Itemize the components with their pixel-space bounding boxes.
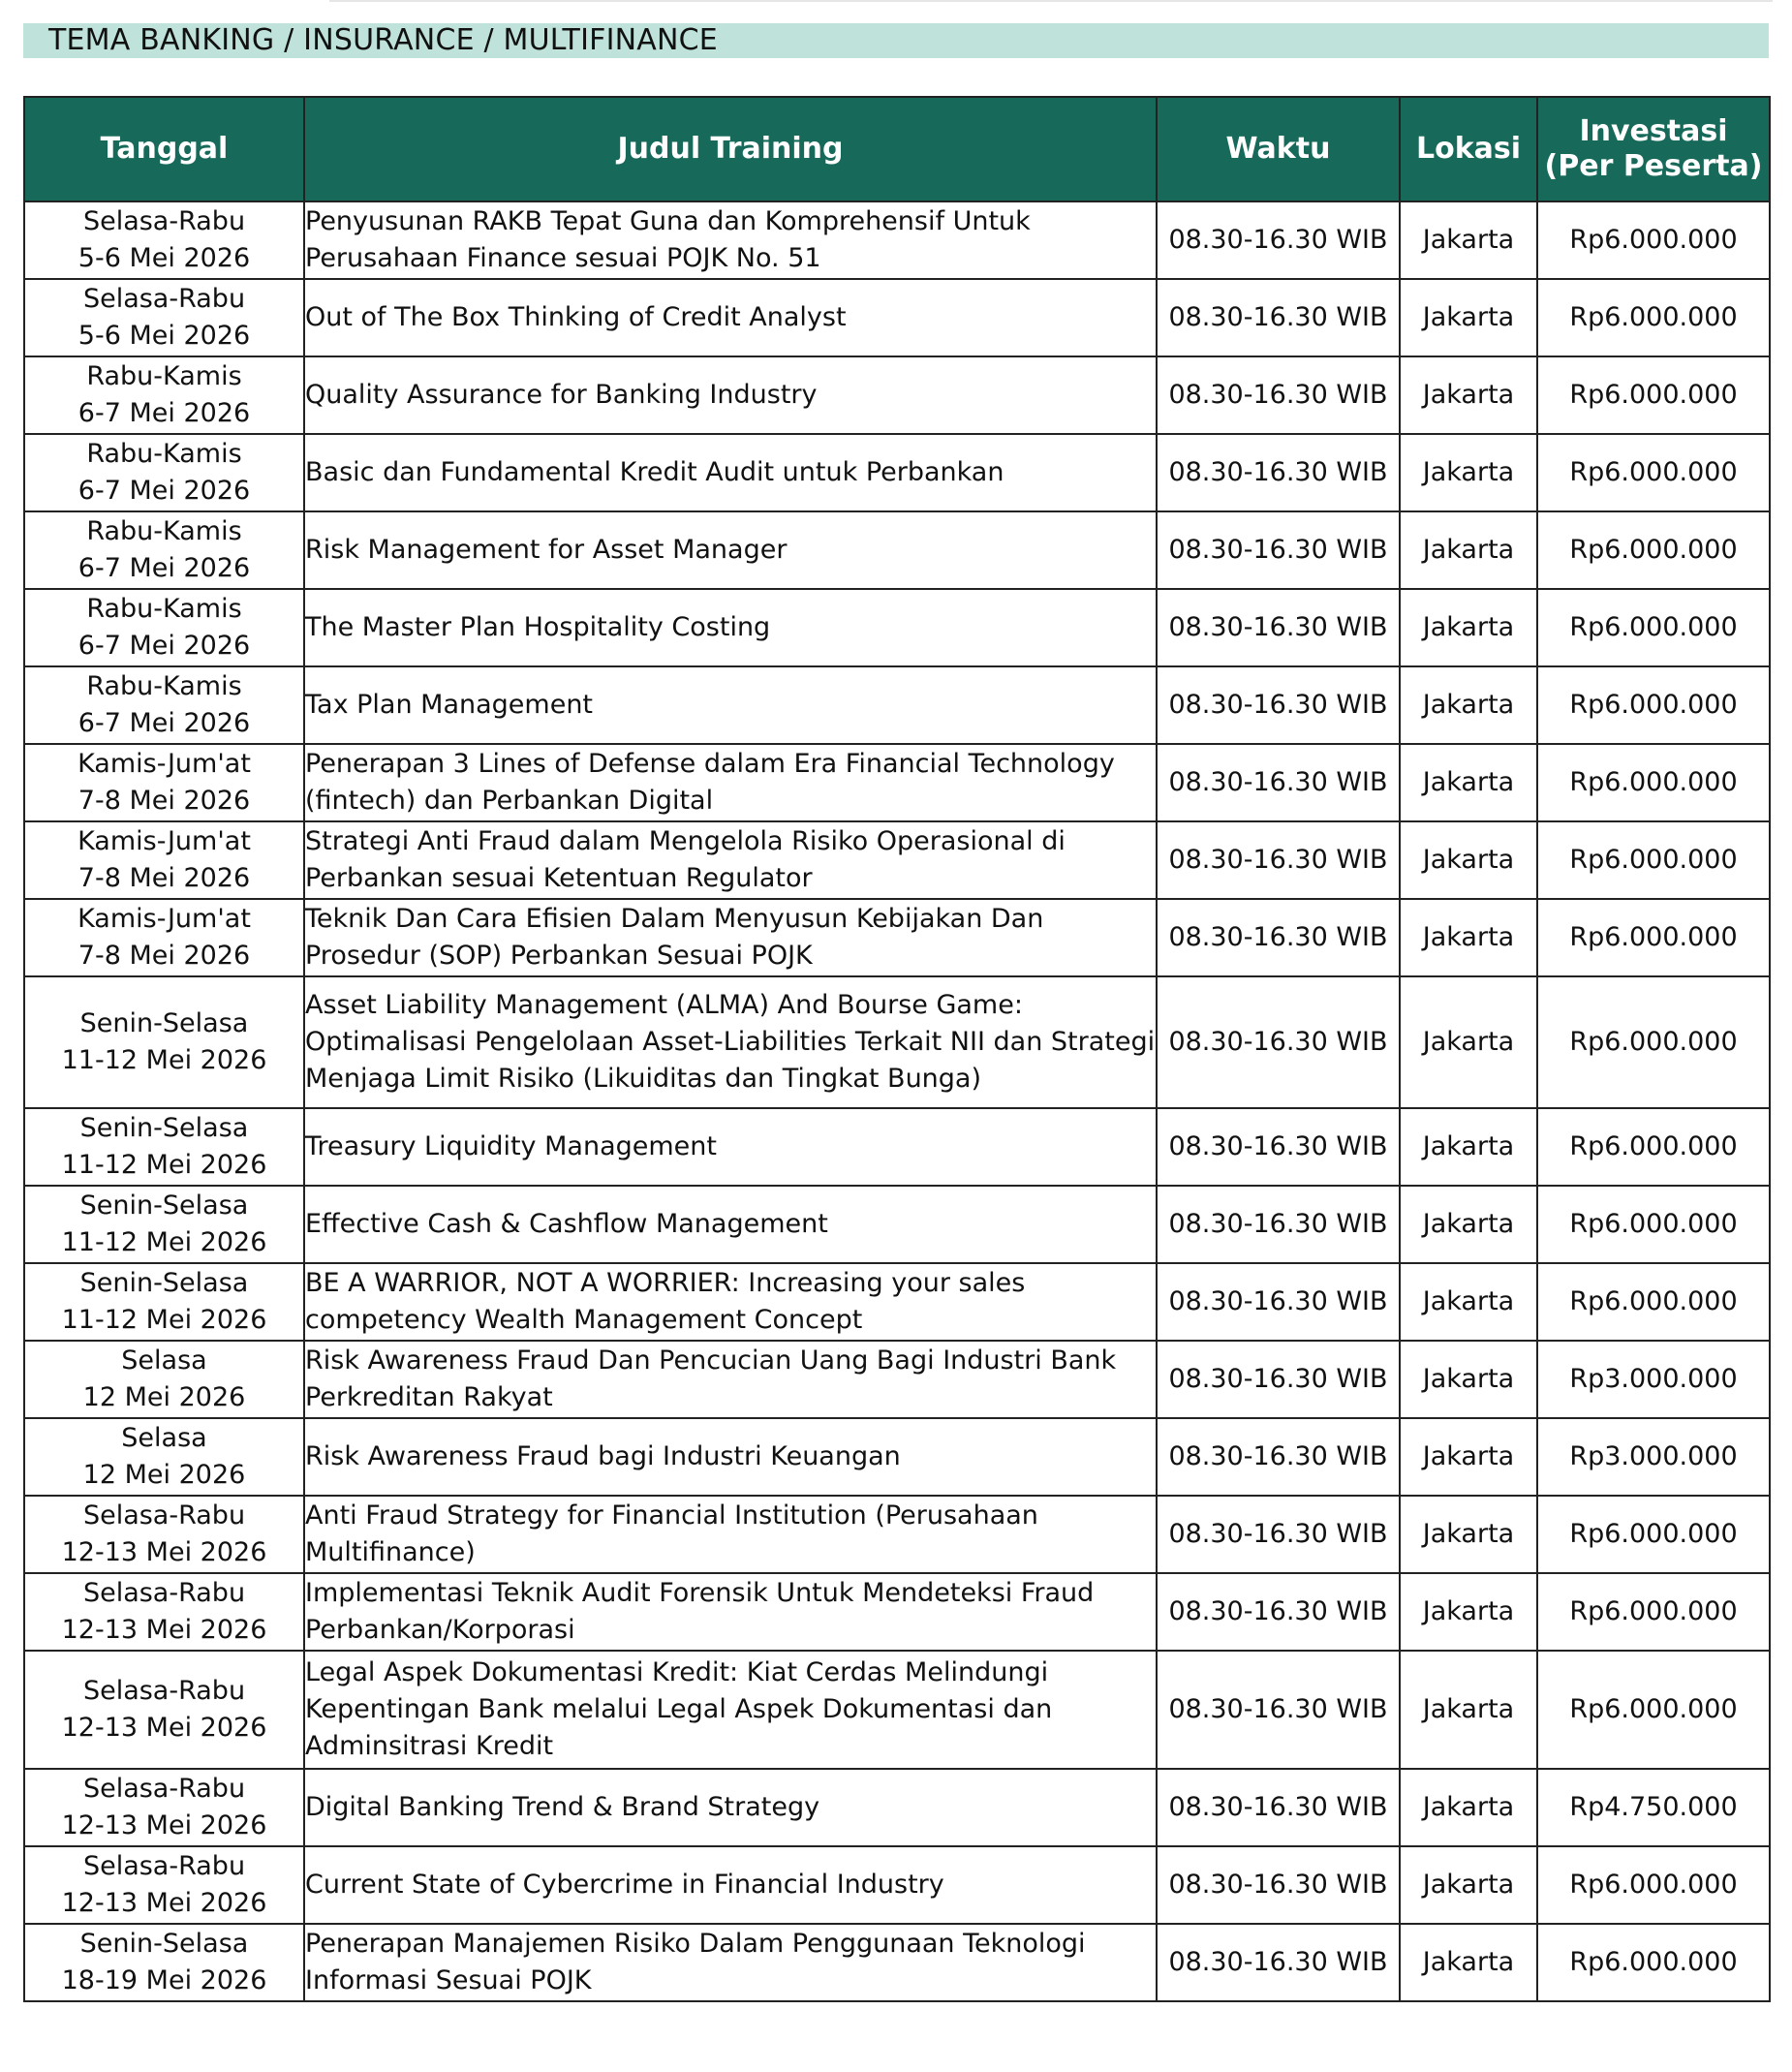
cell-time: 08.30-16.30 WIB	[1157, 1418, 1400, 1496]
cell-price: Rp6.000.000	[1537, 744, 1770, 821]
cell-time: 08.30-16.30 WIB	[1157, 434, 1400, 511]
cell-day: Selasa	[121, 1423, 207, 1453]
cell-price: Rp6.000.000	[1537, 666, 1770, 744]
cell-date	[24, 666, 304, 744]
cell-time: 08.30-16.30 WIB	[1157, 1263, 1400, 1341]
cell-title: BE A WARRIOR, NOT A WORRIER: Increasing your sales competency Wealth Management Concept	[304, 1263, 1157, 1341]
cell-day: Selasa-Rabu	[82, 284, 246, 314]
table-row	[24, 744, 1770, 821]
cell-day: Selasa-Rabu	[82, 1500, 246, 1531]
cell-day: Selasa	[121, 1345, 207, 1376]
cell-title: Teknik Dan Cara Efisien Dalam Menyusun Kebijakan Dan Prosedur (SOP) Perbankan Sesuai POJK	[304, 899, 1157, 976]
cell-location: Jakarta	[1400, 1846, 1537, 1924]
cell-price: Rp6.000.000	[1537, 1496, 1770, 1573]
cell-date	[24, 589, 304, 666]
cell-title: Risk Awareness Fraud bagi Industri Keuangan	[304, 1418, 1157, 1496]
cell-date-range: 11-12 Mei 2026	[61, 1305, 267, 1335]
cell-title: Strategi Anti Fraud dalam Mengelola Risiko Operasional di Perbankan sesuai Ketentuan Regulator	[304, 821, 1157, 899]
cell-time: 08.30-16.30 WIB	[1157, 511, 1400, 589]
cell-location: Jakarta	[1400, 744, 1537, 821]
cell-date-range: 6-7 Mei 2026	[77, 631, 251, 661]
table-row	[24, 1341, 1770, 1418]
table-row	[24, 356, 1770, 434]
cell-title: Current State of Cybercrime in Financial Industry	[304, 1846, 1157, 1924]
cell-date	[24, 1186, 304, 1263]
cell-price: Rp6.000.000	[1537, 1186, 1770, 1263]
cell-price: Rp4.750.000	[1537, 1769, 1770, 1846]
cell-date-range: 6-7 Mei 2026	[77, 398, 251, 428]
cell-day: Selasa-Rabu	[82, 1578, 246, 1608]
header-price	[1537, 97, 1770, 201]
cell-location: Jakarta	[1400, 1418, 1537, 1496]
cell-date	[24, 1418, 304, 1496]
cell-time: 08.30-16.30 WIB	[1157, 1496, 1400, 1573]
cell-title: Legal Aspek Dokumentasi Kredit: Kiat Cerdas Melindungi Kepentingan Bank melalui Legal Aspek Dokumentasi dan Adminsitrasi Kredit	[304, 1651, 1157, 1769]
cell-title: Treasury Liquidity Management	[304, 1108, 1157, 1186]
cell-day: Senin-Selasa	[79, 1929, 249, 1959]
cell-day: Senin-Selasa	[79, 1268, 249, 1298]
cell-time: 08.30-16.30 WIB	[1157, 666, 1400, 744]
cell-day: Kamis-Jum'at	[77, 904, 251, 934]
cell-day: Senin-Selasa	[79, 1113, 249, 1143]
cell-location: Jakarta	[1400, 1341, 1537, 1418]
cell-price: Rp6.000.000	[1537, 1108, 1770, 1186]
cell-date	[24, 201, 304, 279]
header-location: Lokasi	[1400, 97, 1537, 201]
cell-date	[24, 744, 304, 821]
training-schedule-table	[23, 96, 1771, 2002]
cell-location: Jakarta	[1400, 201, 1537, 279]
cell-time: 08.30-16.30 WIB	[1157, 1108, 1400, 1186]
cell-date-range: 11-12 Mei 2026	[61, 1045, 267, 1075]
cell-location: Jakarta	[1400, 1769, 1537, 1846]
cell-price: Rp6.000.000	[1537, 589, 1770, 666]
cell-location: Jakarta	[1400, 279, 1537, 356]
cell-price: Rp6.000.000	[1537, 1924, 1770, 2001]
cell-title: Effective Cash & Cashflow Management	[304, 1186, 1157, 1263]
cell-title: Penerapan 3 Lines of Defense dalam Era Financial Technology (fintech) dan Perbankan Digital	[304, 744, 1157, 821]
cell-price: Rp6.000.000	[1537, 1573, 1770, 1651]
table-row	[24, 589, 1770, 666]
cell-price: Rp6.000.000	[1537, 821, 1770, 899]
cell-date	[24, 1496, 304, 1573]
table-row	[24, 1186, 1770, 1263]
cell-date-range: 5-6 Mei 2026	[77, 243, 251, 273]
cell-title: Risk Awareness Fraud Dan Pencucian Uang Bagi Industri Bank Perkreditan Rakyat	[304, 1341, 1157, 1418]
cell-location: Jakarta	[1400, 1263, 1537, 1341]
table-row	[24, 511, 1770, 589]
cell-time: 08.30-16.30 WIB	[1157, 976, 1400, 1108]
table-row	[24, 1924, 1770, 2001]
cell-date-range: 6-7 Mei 2026	[77, 708, 251, 738]
cell-location: Jakarta	[1400, 1108, 1537, 1186]
cell-time: 08.30-16.30 WIB	[1157, 821, 1400, 899]
cell-location: Jakarta	[1400, 821, 1537, 899]
cell-date-range: 6-7 Mei 2026	[77, 476, 251, 506]
cell-location: Jakarta	[1400, 1651, 1537, 1769]
table-row	[24, 821, 1770, 899]
table-row	[24, 976, 1770, 1108]
cell-date-range: 11-12 Mei 2026	[61, 1150, 267, 1180]
cell-day: Rabu-Kamis	[86, 594, 242, 624]
cell-day: Rabu-Kamis	[86, 439, 242, 469]
cell-date-range: 12-13 Mei 2026	[61, 1888, 267, 1918]
cell-location: Jakarta	[1400, 976, 1537, 1108]
cell-price: Rp6.000.000	[1537, 434, 1770, 511]
table-row	[24, 201, 1770, 279]
cell-title: Asset Liability Management (ALMA) And Bourse Game: Optimalisasi Pengelolaan Asset-Liabilities Terkait NII dan Strategi Menjaga Limit Risiko (Likuiditas dan Tingkat Bunga)	[304, 976, 1157, 1108]
cell-title: Risk Management for Asset Manager	[304, 511, 1157, 589]
table-row	[24, 1769, 1770, 1846]
cell-date-range: 11-12 Mei 2026	[61, 1227, 267, 1257]
cell-time: 08.30-16.30 WIB	[1157, 1846, 1400, 1924]
cell-title: Penyusunan RAKB Tepat Guna dan Komprehensif Untuk Perusahaan Finance sesuai POJK No. 51	[304, 201, 1157, 279]
cell-day: Selasa-Rabu	[82, 1851, 246, 1881]
cell-price: Rp6.000.000	[1537, 1651, 1770, 1769]
cell-date-range: 12-13 Mei 2026	[61, 1810, 267, 1840]
cell-day: Senin-Selasa	[79, 1008, 249, 1038]
cell-day: Rabu-Kamis	[86, 361, 242, 391]
cell-date	[24, 1341, 304, 1418]
cell-date	[24, 434, 304, 511]
cell-title: Penerapan Manajemen Risiko Dalam Penggunaan Teknologi Informasi Sesuai POJK	[304, 1924, 1157, 2001]
cell-day: Kamis-Jum'at	[77, 826, 251, 856]
table-row	[24, 1496, 1770, 1573]
header-price-line2: (Per Peserta)	[1544, 149, 1763, 183]
cell-date-range: 7-8 Mei 2026	[77, 863, 251, 893]
cell-location: Jakarta	[1400, 1186, 1537, 1263]
cell-title: Digital Banking Trend & Brand Strategy	[304, 1769, 1157, 1846]
table-row	[24, 1846, 1770, 1924]
cell-date	[24, 511, 304, 589]
cell-location: Jakarta	[1400, 899, 1537, 976]
table-row	[24, 666, 1770, 744]
cell-time: 08.30-16.30 WIB	[1157, 1186, 1400, 1263]
cell-time: 08.30-16.30 WIB	[1157, 744, 1400, 821]
cell-time: 08.30-16.30 WIB	[1157, 1573, 1400, 1651]
cell-price: Rp3.000.000	[1537, 1418, 1770, 1496]
cell-time: 08.30-16.30 WIB	[1157, 1651, 1400, 1769]
cell-price: Rp3.000.000	[1537, 1341, 1770, 1418]
cell-time: 08.30-16.30 WIB	[1157, 1769, 1400, 1846]
cell-title: Basic dan Fundamental Kredit Audit untuk Perbankan	[304, 434, 1157, 511]
cell-day: Selasa-Rabu	[82, 206, 246, 236]
table-row	[24, 899, 1770, 976]
cell-day: Selasa-Rabu	[82, 1774, 246, 1804]
cell-date	[24, 1924, 304, 2001]
cell-time: 08.30-16.30 WIB	[1157, 1341, 1400, 1418]
cell-date-range: 12 Mei 2026	[82, 1382, 246, 1412]
cell-location: Jakarta	[1400, 666, 1537, 744]
cell-date	[24, 899, 304, 976]
cell-date	[24, 1108, 304, 1186]
cell-price: Rp6.000.000	[1537, 1846, 1770, 1924]
cell-date-range: 5-6 Mei 2026	[77, 321, 251, 351]
header-time: Waktu	[1157, 97, 1400, 201]
cell-day: Rabu-Kamis	[86, 516, 242, 546]
cell-price: Rp6.000.000	[1537, 1263, 1770, 1341]
header-date: Tanggal	[24, 97, 304, 201]
cell-title: Anti Fraud Strategy for Financial Institution (Perusahaan Multifinance)	[304, 1496, 1157, 1573]
cell-location: Jakarta	[1400, 1573, 1537, 1651]
cell-date	[24, 821, 304, 899]
table-row	[24, 1108, 1770, 1186]
cell-price: Rp6.000.000	[1537, 899, 1770, 976]
cell-date	[24, 976, 304, 1108]
cell-date-range: 7-8 Mei 2026	[77, 941, 251, 971]
cell-title: Implementasi Teknik Audit Forensik Untuk Mendeteksi Fraud Perbankan/Korporasi	[304, 1573, 1157, 1651]
cell-date-range: 12-13 Mei 2026	[61, 1615, 267, 1645]
table-row	[24, 1651, 1770, 1769]
table-header-row	[24, 97, 1770, 201]
cell-title: Quality Assurance for Banking Industry	[304, 356, 1157, 434]
cell-date	[24, 1651, 304, 1769]
cell-date-range: 12-13 Mei 2026	[61, 1537, 267, 1567]
table-row	[24, 1573, 1770, 1651]
header-price-line1: Investasi	[1579, 114, 1728, 148]
cell-price: Rp6.000.000	[1537, 511, 1770, 589]
cell-location: Jakarta	[1400, 356, 1537, 434]
cell-title: Tax Plan Management	[304, 666, 1157, 744]
table-row	[24, 434, 1770, 511]
cell-time: 08.30-16.30 WIB	[1157, 356, 1400, 434]
cell-time: 08.30-16.30 WIB	[1157, 279, 1400, 356]
cell-date	[24, 1846, 304, 1924]
theme-heading: TEMA BANKING / INSURANCE / MULTIFINANCE	[23, 23, 1769, 58]
cell-day: Selasa-Rabu	[82, 1676, 246, 1706]
cell-date-range: 6-7 Mei 2026	[77, 553, 251, 583]
cell-time: 08.30-16.30 WIB	[1157, 899, 1400, 976]
cell-title: Out of The Box Thinking of Credit Analyst	[304, 279, 1157, 356]
cell-location: Jakarta	[1400, 1924, 1537, 2001]
cell-date-range: 12-13 Mei 2026	[61, 1713, 267, 1743]
table-row	[24, 1418, 1770, 1496]
cell-location: Jakarta	[1400, 511, 1537, 589]
cell-title: The Master Plan Hospitality Costing	[304, 589, 1157, 666]
cell-date	[24, 1573, 304, 1651]
cell-time: 08.30-16.30 WIB	[1157, 589, 1400, 666]
cell-date	[24, 1263, 304, 1341]
header-title: Judul Training	[304, 97, 1157, 201]
table-row	[24, 279, 1770, 356]
cell-date-range: 12 Mei 2026	[82, 1460, 246, 1490]
cell-date-range: 18-19 Mei 2026	[61, 1965, 267, 1995]
cell-time: 08.30-16.30 WIB	[1157, 201, 1400, 279]
cell-location: Jakarta	[1400, 589, 1537, 666]
cell-date	[24, 1769, 304, 1846]
cell-time: 08.30-16.30 WIB	[1157, 1924, 1400, 2001]
cell-price: Rp6.000.000	[1537, 279, 1770, 356]
cell-day: Rabu-Kamis	[86, 671, 242, 701]
cell-date	[24, 356, 304, 434]
cell-price: Rp6.000.000	[1537, 201, 1770, 279]
cell-date-range: 7-8 Mei 2026	[77, 786, 251, 816]
cell-price: Rp6.000.000	[1537, 976, 1770, 1108]
cell-price: Rp6.000.000	[1537, 356, 1770, 434]
cell-day: Kamis-Jum'at	[77, 749, 251, 779]
cell-day: Senin-Selasa	[79, 1191, 249, 1221]
cell-location: Jakarta	[1400, 1496, 1537, 1573]
table-row	[24, 1263, 1770, 1341]
cell-date	[24, 279, 304, 356]
top-divider	[329, 0, 1773, 2]
cell-location: Jakarta	[1400, 434, 1537, 511]
